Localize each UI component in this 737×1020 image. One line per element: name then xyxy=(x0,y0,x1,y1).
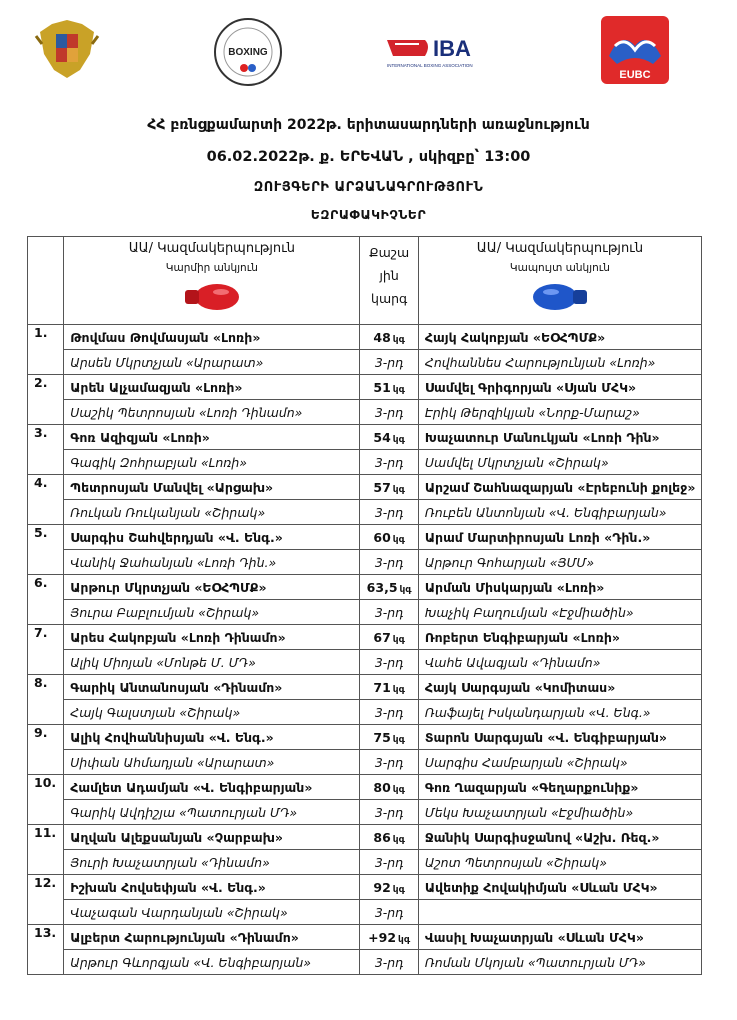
blue-corner-boxer: Ավետիք Հովակիմյան «Սևան ՄՀԿ» xyxy=(418,875,701,900)
weight-class-cell xyxy=(360,875,418,900)
weight-unit: կգ xyxy=(392,834,405,845)
weight-class: 63,5 xyxy=(366,579,398,595)
blue-third-place: Մեկս Խաչատրյան «Էջմիածին» xyxy=(418,800,701,825)
blue-corner-boxer: Գոռ Ղազարյան «Գեղարքունիք» xyxy=(418,775,701,800)
bout-third-place-row xyxy=(28,700,702,725)
blue-third-place: Սամվել Մկրտչյան «Շիրակ» xyxy=(418,450,701,475)
place-rank: 3-րդ xyxy=(360,600,418,625)
place-rank: 3-րդ xyxy=(360,950,418,975)
bout-third-place-row xyxy=(28,400,702,425)
place-rank: 3-րդ xyxy=(360,400,418,425)
weight-class-cell xyxy=(360,775,418,800)
weight-class: +92 xyxy=(368,929,397,945)
blue-corner-boxer: Արամ Մարտիրոսյան Լոռի «Դին.» xyxy=(418,525,701,550)
place-rank: 3-րդ xyxy=(360,750,418,775)
header-weight xyxy=(360,237,418,325)
red-corner-boxer: Ալիկ Հովհաննիսյան «Վ. Ենգ.» xyxy=(64,725,360,750)
blue-corner-boxer: Խաչատուր Մանուկյան «Լոռի Դին» xyxy=(418,425,701,450)
bouts-table-body xyxy=(28,325,702,975)
red-third-place: Գարիկ Ավդիշյա «Պատուրյան ՄԴ» xyxy=(64,800,360,825)
weight-unit: կգ xyxy=(392,434,405,445)
weight-class-cell xyxy=(360,725,418,750)
blue-corner-boxer: Ջանիկ Սարգիսջանով «Աշխ. Ռեզ.» xyxy=(418,825,701,850)
blue-corner-boxer: Արման Միսկարյան «Լոռի» xyxy=(418,575,701,600)
blue-third-place: Խաչիկ Բաղումյան «Էջմիածին» xyxy=(418,600,701,625)
bout-third-place-row xyxy=(28,750,702,775)
stage-title: ԵԶՐԱՓԱԿԻՉՆԵՐ xyxy=(310,207,427,222)
championship-title: ՀՀ բռնցքամարտի 2022թ. երիտասարդների առաջնություն xyxy=(147,117,590,133)
weight-class: 54 xyxy=(373,429,391,445)
header-red-title: ԱԱ/ Կազմակերպություն xyxy=(128,241,295,256)
blue-third-place: Արթուր Գոհարյան «ՅՄՄ» xyxy=(418,550,701,575)
weight-class: 80 xyxy=(373,779,391,795)
blue-third-place: Ռաֆայել Իսկանդարյան «Վ. Ենգ.» xyxy=(418,700,701,725)
bout-number: 3. xyxy=(28,425,64,475)
weight-class-cell xyxy=(360,575,418,600)
bout-main-row xyxy=(28,925,702,950)
blue-corner-boxer: Վասիլ Խաչատրյան «Սևան ՄՀԿ» xyxy=(418,925,701,950)
iba-logo-subtitle: INTERNATIONAL BOXING ASSOCIATION xyxy=(387,63,473,68)
red-corner-boxer: Արթուր Մկրտչյան «ԵՕՀՊՄՔ» xyxy=(64,575,360,600)
red-third-place: Վաչագան Վարդանյան «Շիրակ» xyxy=(64,900,360,925)
bout-third-place-row xyxy=(28,350,702,375)
armenia-coat-of-arms-icon xyxy=(32,14,102,84)
blue-glove-icon xyxy=(529,282,591,312)
weight-unit: կգ xyxy=(392,784,405,795)
weight-unit: կգ xyxy=(398,934,411,945)
bout-main-row xyxy=(28,825,702,850)
weight-class: 60 xyxy=(373,529,391,545)
weight-class-cell xyxy=(360,925,418,950)
header-red-corner xyxy=(64,237,360,325)
bout-number: 2. xyxy=(28,375,64,425)
blue-third-place xyxy=(418,900,701,925)
iba-logo-icon xyxy=(385,32,500,72)
place-rank: 3-րդ xyxy=(360,850,418,875)
header-weight-line3: կարգ xyxy=(371,291,408,306)
bout-number: 6. xyxy=(28,575,64,625)
weight-class: 51 xyxy=(373,379,391,395)
weight-class-cell xyxy=(360,375,418,400)
bout-number: 9. xyxy=(28,725,64,775)
weight-unit: կգ xyxy=(399,584,412,595)
blue-corner-boxer: Տարոն Սարգսյան «Վ. Ենգիբարյան» xyxy=(418,725,701,750)
weight-unit: կգ xyxy=(392,734,405,745)
weight-class-cell xyxy=(360,475,418,500)
bout-third-place-row xyxy=(28,550,702,575)
weight-unit: կգ xyxy=(392,384,405,395)
bout-third-place-row xyxy=(28,800,702,825)
red-third-place: Ռուկան Ռուկանյան «Շիրակ» xyxy=(64,500,360,525)
place-rank: 3-րդ xyxy=(360,900,418,925)
bout-main-row xyxy=(28,625,702,650)
red-corner-boxer: Ալբերտ Հարությունյան «Դինամո» xyxy=(64,925,360,950)
bout-third-place-row xyxy=(28,900,702,925)
place-rank: 3-րդ xyxy=(360,350,418,375)
blue-third-place: Վահե Ավագյան «Դինամո» xyxy=(418,650,701,675)
place-rank: 3-րդ xyxy=(360,700,418,725)
place-rank: 3-րդ xyxy=(360,650,418,675)
header-red-subtitle: Կարմիր անկյուն xyxy=(165,262,258,274)
date-location-line: 06.02.2022թ. ք. ԵՐԵՎԱՆ , սկիզբը՝ 13:00 xyxy=(206,149,531,165)
weight-unit: կգ xyxy=(392,684,405,695)
blue-third-place: Ռուբեն Անտոնյան «Վ. Ենգիբարյան» xyxy=(418,500,701,525)
weight-unit: կգ xyxy=(392,884,405,895)
red-third-place: Սիփան Ահմադյան «Արարատ» xyxy=(64,750,360,775)
protocol-title: ԶՈՒՅԳԵՐԻ ԱՐՁԱՆԱԳՐՈՒԹՅՈՒՆ xyxy=(253,180,484,195)
bout-main-row xyxy=(28,525,702,550)
eubc-logo-text: EUBC xyxy=(619,69,651,81)
red-corner-boxer: Արեն Ալչամազյան «Լոռի» xyxy=(64,375,360,400)
red-third-place: Հայկ Գալստյան «Շիրակ» xyxy=(64,700,360,725)
red-corner-boxer: Արես Հակոբյան «Լոռի Դինամո» xyxy=(64,625,360,650)
place-rank: 3-րդ xyxy=(360,500,418,525)
red-third-place: Արսեն Մկրտչյան «Արարատ» xyxy=(64,350,360,375)
blue-third-place: Հովհաննես Հարությունյան «Լոռի» xyxy=(418,350,701,375)
red-third-place: Գագիկ Զոհրաբյան «Լոռի» xyxy=(64,450,360,475)
bout-number: 12. xyxy=(28,875,64,925)
place-rank: 3-րդ xyxy=(360,450,418,475)
place-rank: 3-րդ xyxy=(360,800,418,825)
header-weight-line1: Քաշա xyxy=(369,245,410,260)
weight-unit: կգ xyxy=(392,534,405,545)
red-third-place: Արթուր Գևորգյան «Վ. Ենգիբարյան» xyxy=(64,950,360,975)
place-rank: 3-րդ xyxy=(360,550,418,575)
weight-class: 67 xyxy=(373,629,391,645)
bout-number: 8. xyxy=(28,675,64,725)
bout-number: 11. xyxy=(28,825,64,875)
header-num-cell xyxy=(28,237,64,325)
weight-class-cell xyxy=(360,825,418,850)
bout-main-row xyxy=(28,675,702,700)
bout-main-row xyxy=(28,575,702,600)
red-corner-boxer: Սարգիս Շահվերդյան «Վ. Ենգ.» xyxy=(64,525,360,550)
bout-main-row xyxy=(28,775,702,800)
weight-class-cell xyxy=(360,675,418,700)
blue-third-place: Աշոտ Պետրոսյան «Շիրակ» xyxy=(418,850,701,875)
bout-third-place-row xyxy=(28,850,702,875)
red-glove-icon xyxy=(181,282,243,312)
bout-number: 5. xyxy=(28,525,64,575)
bout-number: 7. xyxy=(28,625,64,675)
red-corner-boxer: Պետրոսյան Մանվել «Արցախ» xyxy=(64,475,360,500)
weight-class-cell xyxy=(360,325,418,350)
weight-class: 92 xyxy=(373,879,391,895)
bout-number: 4. xyxy=(28,475,64,525)
bout-main-row xyxy=(28,725,702,750)
weight-unit: կգ xyxy=(392,484,405,495)
red-corner-boxer: Գոռ Ազիզյան «Լոռի» xyxy=(64,425,360,450)
weight-class: 75 xyxy=(373,729,391,745)
red-corner-boxer: Իշխան Հովսեփյան «Վ. Ենգ.» xyxy=(64,875,360,900)
boxing-federation-logo-icon xyxy=(212,16,284,88)
weight-class-cell xyxy=(360,525,418,550)
red-corner-boxer: Գարիկ Անտանոսյան «Դինամո» xyxy=(64,675,360,700)
red-corner-boxer: Համլետ Ադամյան «Վ. Ենգիբարյան» xyxy=(64,775,360,800)
red-corner-boxer: Աղվան Ալեքսանյան «Չարբախ» xyxy=(64,825,360,850)
blue-corner-boxer: Ռոբերտ Ենգիբարյան «Լոռի» xyxy=(418,625,701,650)
weight-class-cell xyxy=(360,625,418,650)
header-weight-line2: յին xyxy=(379,268,399,283)
header-blue-subtitle: Կապույտ անկյուն xyxy=(509,262,610,274)
bout-main-row xyxy=(28,325,702,350)
weight-unit: կգ xyxy=(392,334,405,345)
bout-main-row xyxy=(28,375,702,400)
red-third-place: Յուրա Բաբլումյան «Շիրակ» xyxy=(64,600,360,625)
bout-number: 10. xyxy=(28,775,64,825)
blue-corner-boxer: Հայկ Սարգսյան «Կոմիտաս» xyxy=(418,675,701,700)
red-third-place: Յուրի Խաչատրյան «Դինամո» xyxy=(64,850,360,875)
weight-class: 48 xyxy=(373,329,391,345)
bout-third-place-row xyxy=(28,500,702,525)
header-blue-corner xyxy=(418,237,701,325)
logo-bar xyxy=(0,10,737,90)
bout-third-place-row xyxy=(28,950,702,975)
bout-main-row xyxy=(28,425,702,450)
weight-class: 57 xyxy=(373,479,391,495)
bout-main-row xyxy=(28,475,702,500)
bout-third-place-row xyxy=(28,650,702,675)
weight-class: 86 xyxy=(373,829,391,845)
bout-number: 1. xyxy=(28,325,64,375)
red-third-place: Վանիկ Ջահանյան «Լոռի Դին.» xyxy=(64,550,360,575)
blue-third-place: Ռոման Մկոյան «Պատուրյան ՄԴ» xyxy=(418,950,701,975)
bout-number: 13. xyxy=(28,925,64,975)
iba-logo-text: IBA xyxy=(433,36,471,61)
blue-corner-boxer: Սամվել Գրիգորյան «Սյան ՄՀԿ» xyxy=(418,375,701,400)
blue-corner-boxer: Արշամ Շահնազարյան «Էրեբունի քոլեջ» xyxy=(418,475,701,500)
header-blue-title: ԱԱ/ Կազմակերպություն xyxy=(476,241,644,256)
bouts-table xyxy=(27,236,702,975)
blue-corner-boxer: Հայկ Հակոբյան «ԵՕՀՊՄՔ» xyxy=(418,325,701,350)
weight-unit: կգ xyxy=(392,634,405,645)
red-third-place: Սաշիկ Պետրոսյան «Լոռի Դինամո» xyxy=(64,400,360,425)
bout-third-place-row xyxy=(28,600,702,625)
blue-third-place: Սարգիս Համբարյան «Շիրակ» xyxy=(418,750,701,775)
bout-third-place-row xyxy=(28,450,702,475)
blue-third-place: Էրիկ Թերզիկյան «Նորք-Մարաշ» xyxy=(418,400,701,425)
weight-class: 71 xyxy=(373,679,391,695)
table-header-row xyxy=(28,237,702,325)
boxing-logo-text: BOXING xyxy=(228,47,268,58)
eubc-logo-icon xyxy=(601,16,669,84)
bout-main-row xyxy=(28,875,702,900)
red-corner-boxer: Թովմաս Թովմասյան «Լոռի» xyxy=(64,325,360,350)
weight-class-cell xyxy=(360,425,418,450)
red-third-place: Ալիկ Միոյան «Մոնթե Մ. ՄԴ» xyxy=(64,650,360,675)
